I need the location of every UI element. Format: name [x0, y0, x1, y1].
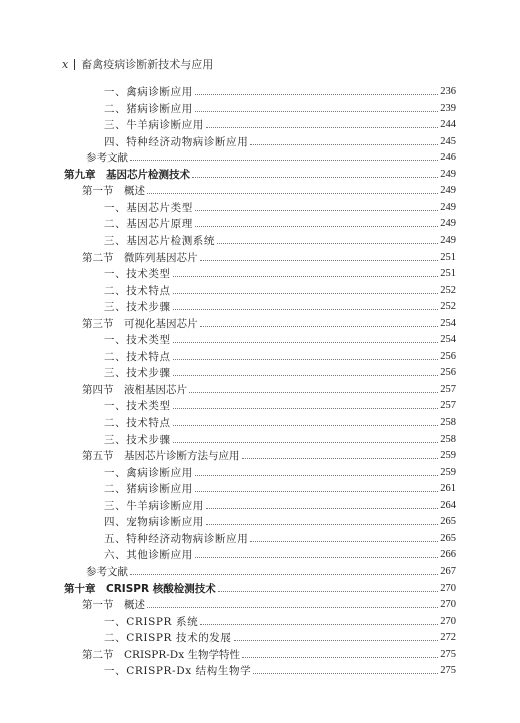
toc-entry-title: 第一节 概述 — [82, 185, 145, 198]
dot-leader — [200, 624, 438, 625]
toc-entry-title: 三、技术步骤 — [104, 367, 171, 380]
toc-entry-page: 270 — [440, 582, 456, 594]
toc-entry-page: 270 — [440, 615, 456, 627]
dot-leader — [189, 392, 438, 393]
dot-leader — [173, 375, 439, 376]
toc-entry-title: 一、技术类型 — [104, 268, 171, 281]
toc-entry — [82, 315, 456, 331]
toc-entry — [82, 646, 456, 662]
toc-entry-page: 265 — [440, 532, 456, 544]
toc-entry — [104, 364, 456, 380]
toc-entry — [104, 613, 456, 629]
dot-leader — [250, 144, 438, 145]
toc-entry-title: 三、技术步骤 — [104, 433, 171, 446]
toc-entry-title: 二、技术特点 — [104, 284, 171, 297]
dot-leader — [192, 177, 438, 178]
dot-leader — [173, 425, 439, 426]
toc-entry-page: 257 — [440, 383, 456, 395]
toc-entry-page: 266 — [440, 549, 456, 561]
toc-entry-page: 249 — [440, 218, 456, 230]
dot-leader — [250, 541, 438, 542]
toc-entry-title: 四、特种经济动物病诊断应用 — [104, 135, 249, 148]
toc-entry — [104, 215, 456, 231]
dot-leader — [195, 210, 438, 211]
dot-leader — [173, 359, 439, 360]
toc-entry-page: 258 — [440, 433, 456, 445]
toc-entry-page: 267 — [440, 565, 456, 577]
toc-entry-title: 一、基因芯片类型 — [104, 201, 193, 214]
toc-entry-page: 265 — [440, 516, 456, 528]
toc-entry-page: 256 — [440, 350, 456, 362]
dot-leader — [200, 260, 439, 261]
toc-entry — [104, 662, 456, 678]
dot-leader — [173, 408, 439, 409]
toc-entry-page: 275 — [440, 648, 456, 660]
toc-entry-page: 252 — [440, 284, 456, 296]
toc-entry — [64, 580, 456, 596]
running-header — [62, 56, 213, 72]
toc-entry-title: 六、其他诊断应用 — [104, 549, 193, 562]
toc-entry — [104, 265, 456, 281]
header-book-title: 畜禽疫病诊断新技术与应用 — [81, 58, 214, 71]
dot-leader — [217, 243, 438, 244]
toc-entry-title: 第四节 液相基因芯片 — [82, 383, 187, 396]
toc-entry-title: 三、牛羊病诊断应用 — [104, 499, 204, 512]
toc-entry-page: 275 — [440, 665, 456, 677]
toc-entry-title: 一、技术类型 — [104, 400, 171, 413]
toc-entry-page: 259 — [440, 450, 456, 462]
toc-entry-title: 二、技术特点 — [104, 350, 171, 363]
toc-entry-page: 249 — [440, 168, 456, 180]
toc-entry-title: 一、CRISPR-Dx 结构生物学 — [104, 665, 252, 678]
dot-leader — [206, 127, 438, 128]
toc-entry — [82, 182, 456, 198]
dot-leader — [206, 508, 438, 509]
toc-entry — [104, 480, 456, 496]
toc-entry — [104, 298, 456, 314]
toc-entry — [104, 397, 456, 413]
toc-entry-title: 第二节 CRISPR-Dx 生物学特性 — [82, 648, 240, 661]
toc-entry — [104, 546, 456, 562]
toc-entry — [104, 431, 456, 447]
toc-entry — [104, 530, 456, 546]
dot-leader — [195, 226, 438, 227]
toc-entry-title: 第九章 基因芯片检测技术 — [64, 168, 190, 181]
toc-entry-title: 三、牛羊病诊断应用 — [104, 119, 204, 132]
toc-entry — [104, 331, 456, 347]
toc-entry-page: 249 — [440, 201, 456, 213]
toc-entry-page: 258 — [440, 417, 456, 428]
toc-entry-page: 249 — [440, 234, 456, 246]
toc-entry-page: 272 — [440, 632, 456, 644]
toc-entry-page: 252 — [440, 301, 456, 313]
dot-leader — [130, 160, 438, 161]
toc-entry-title: 二、基因芯片原理 — [104, 218, 193, 231]
dot-leader — [195, 111, 438, 112]
toc-entry-page: 245 — [440, 135, 456, 147]
dot-leader — [173, 293, 439, 294]
toc-entry-title: 三、技术步骤 — [104, 301, 171, 314]
toc-entry-page: 249 — [440, 185, 456, 197]
toc-entry-page: 256 — [440, 367, 456, 379]
toc-entry-title: 一、技术类型 — [104, 334, 171, 347]
header-page-number: x — [62, 57, 69, 71]
toc-entry — [82, 249, 456, 265]
toc-entry — [86, 149, 456, 165]
dot-leader — [195, 491, 438, 492]
toc-entry — [104, 464, 456, 480]
toc-entry-title: 一、禽病诊断应用 — [104, 466, 193, 479]
dot-leader — [173, 309, 439, 310]
toc-entry — [86, 563, 456, 579]
toc-entry-title: 第十章 CRISPR 核酸检测技术 — [64, 582, 216, 595]
toc-entry — [104, 133, 456, 149]
toc-entry-title: 参考文献 — [86, 565, 128, 578]
header-divider — [74, 59, 75, 70]
toc-entry-title: 一、禽病诊断应用 — [104, 86, 193, 98]
toc-entry-title: 三、基因芯片检测系统 — [104, 234, 215, 247]
toc-entry-page: 254 — [440, 317, 456, 329]
dot-leader — [195, 94, 438, 95]
toc-entry — [64, 166, 456, 182]
toc-entry-page: 251 — [440, 251, 456, 263]
toc-entry-title: 一、CRISPR 系统 — [104, 615, 199, 628]
toc-entry — [82, 447, 456, 463]
toc-entry-title: 第三节 可视化基因芯片 — [82, 317, 198, 330]
toc-entry-page: 246 — [440, 152, 456, 164]
dot-leader — [242, 657, 438, 658]
toc-entry — [104, 282, 456, 298]
toc-entry — [104, 414, 456, 430]
dot-leader — [173, 442, 439, 443]
toc-entry-page: 244 — [440, 119, 456, 131]
toc-entry-title: 二、技术特点 — [104, 417, 171, 429]
toc-entry-title: 二、猪病诊断应用 — [104, 102, 193, 115]
toc-entry-title: 参考文献 — [86, 152, 128, 165]
toc-entry — [104, 497, 456, 513]
toc-entry-page: 239 — [440, 102, 456, 114]
toc-entry-title: 二、CRISPR 技术的发展 — [104, 632, 232, 645]
toc-entry-page: 257 — [440, 400, 456, 412]
toc-entry-title: 二、猪病诊断应用 — [104, 483, 193, 496]
toc-entry — [104, 348, 456, 364]
toc-entry — [104, 629, 456, 645]
dot-leader — [206, 524, 438, 525]
toc-entry-title: 四、宠物病诊断应用 — [104, 516, 204, 529]
dot-leader — [218, 591, 439, 592]
toc-entry-page: 259 — [440, 466, 456, 478]
toc-entry — [82, 381, 456, 397]
toc-entry — [104, 199, 456, 215]
toc-entry — [104, 232, 456, 248]
toc-entry — [104, 513, 456, 529]
dot-leader — [253, 673, 438, 674]
toc-entry-page: 236 — [440, 86, 456, 97]
toc-entry — [82, 596, 456, 612]
toc-entry-title: 第五节 基因芯片诊断方法与应用 — [82, 450, 240, 463]
toc-entry-page: 254 — [440, 334, 456, 346]
dot-leader — [147, 193, 438, 194]
dot-leader — [147, 607, 438, 608]
toc-entry-title: 第二节 微阵列基因芯片 — [82, 251, 198, 264]
dot-leader — [130, 574, 438, 575]
toc-entry-page: 261 — [440, 483, 456, 495]
dot-leader — [195, 557, 438, 558]
toc-entry — [104, 100, 456, 116]
toc-entry — [104, 83, 456, 99]
toc-entry-page: 270 — [440, 599, 456, 611]
dot-leader — [173, 276, 439, 277]
toc-entry-title: 第一节 概述 — [82, 599, 145, 612]
dot-leader — [200, 326, 439, 327]
toc-entry-page: 264 — [440, 499, 456, 511]
toc-entry-title: 五、特种经济动物病诊断应用 — [104, 532, 249, 545]
dot-leader — [173, 342, 439, 343]
dot-leader — [242, 458, 439, 459]
dot-leader — [195, 475, 438, 476]
toc-entry-page: 251 — [440, 268, 456, 280]
dot-leader — [234, 640, 439, 641]
toc-entry — [104, 116, 456, 132]
